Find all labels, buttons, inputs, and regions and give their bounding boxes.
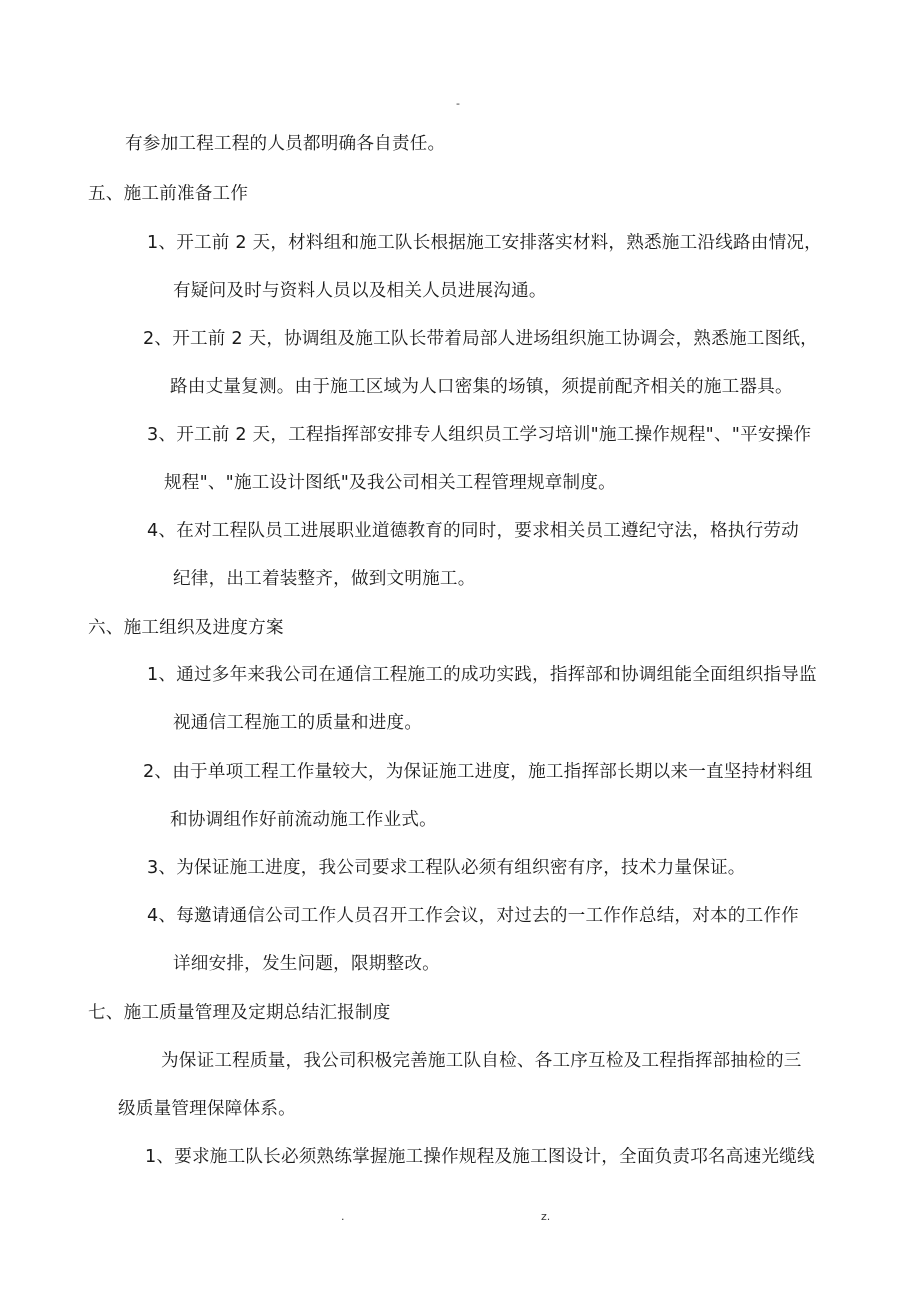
section5-item1-line2: 有疑问及时与资料人员以及相关人员进展沟通。 bbox=[173, 281, 547, 301]
section6-item2-line2: 和协调组作好前流动施工作业式。 bbox=[170, 810, 437, 830]
section6-item1-line2: 视通信工程施工的质量和进度。 bbox=[173, 713, 423, 733]
section5-item4-line2: 纪律，出工着装整齐，做到文明施工。 bbox=[173, 569, 476, 589]
section6-item2-line1: 2、由于单项工程工作量较大，为保证施工进度，施工指挥部长期以来一直坚持材料组 bbox=[143, 762, 813, 782]
section6-item4-line2: 详细安排，发生问题，限期整改。 bbox=[173, 954, 440, 974]
section5-item3-line2: 规程"、"施工设计图纸"及我公司相关工程管理规章制度。 bbox=[164, 473, 616, 493]
section7-item1-line1: 1、要求施工队长必须熟练掌握施工操作规程及施工图设计，全面负责邛名高速光缆线 bbox=[145, 1147, 815, 1167]
section5-item2-line1: 2、开工前 2 天，协调组及施工队长带着局部人进场组织施工协调会，熟悉施工图纸， bbox=[143, 329, 818, 349]
section5-item3-line1: 3、开工前 2 天，工程指挥部安排专人组织员工学习培训"施工操作规程"、"平安操作 bbox=[147, 425, 812, 445]
section6-item4-line1: 4、每邀请通信公司工作人员召开工作会议，对过去的一工作作总结，对本的工作作 bbox=[147, 906, 799, 926]
header-mark: - bbox=[456, 97, 460, 110]
section5-item1-line1: 1、开工前 2 天，材料组和施工队长根据施工安排落实材料，熟悉施工沿线路由情况， bbox=[147, 233, 822, 253]
section7-para-line1: 为保证工程质量，我公司积极完善施工队自检、各工序互检及工程指挥部抽检的三 bbox=[161, 1051, 802, 1071]
section7-para-line2: 级质量管理保障体系。 bbox=[118, 1099, 296, 1119]
section5-item4-line1: 4、在对工程队员工进展职业道德教育的同时，要求相关员工遵纪守法，格执行劳动 bbox=[147, 521, 799, 541]
section6-item1-line1: 1、通过多年来我公司在通信工程施工的成功实践，指挥部和协调组能全面组织指导监 bbox=[147, 665, 817, 685]
section5-heading: 五、施工前准备工作 bbox=[88, 184, 249, 204]
intro-tail-line: 有参加工程工程的人员都明确各自责任。 bbox=[125, 134, 446, 154]
section6-heading: 六、施工组织及进度方案 bbox=[88, 618, 284, 638]
section7-heading: 七、施工质量管理及定期总结汇报制度 bbox=[88, 1003, 391, 1023]
footer-right-mark: z. bbox=[541, 1210, 551, 1223]
section5-item2-line2: 路由丈量复测。由于施工区域为人口密集的场镇，须提前配齐相关的施工器具。 bbox=[170, 377, 793, 397]
footer-left-mark: . bbox=[341, 1210, 345, 1223]
section6-item3-line1: 3、为保证施工进度，我公司要求工程队必须有组织密有序，技术力量保证。 bbox=[147, 858, 746, 878]
